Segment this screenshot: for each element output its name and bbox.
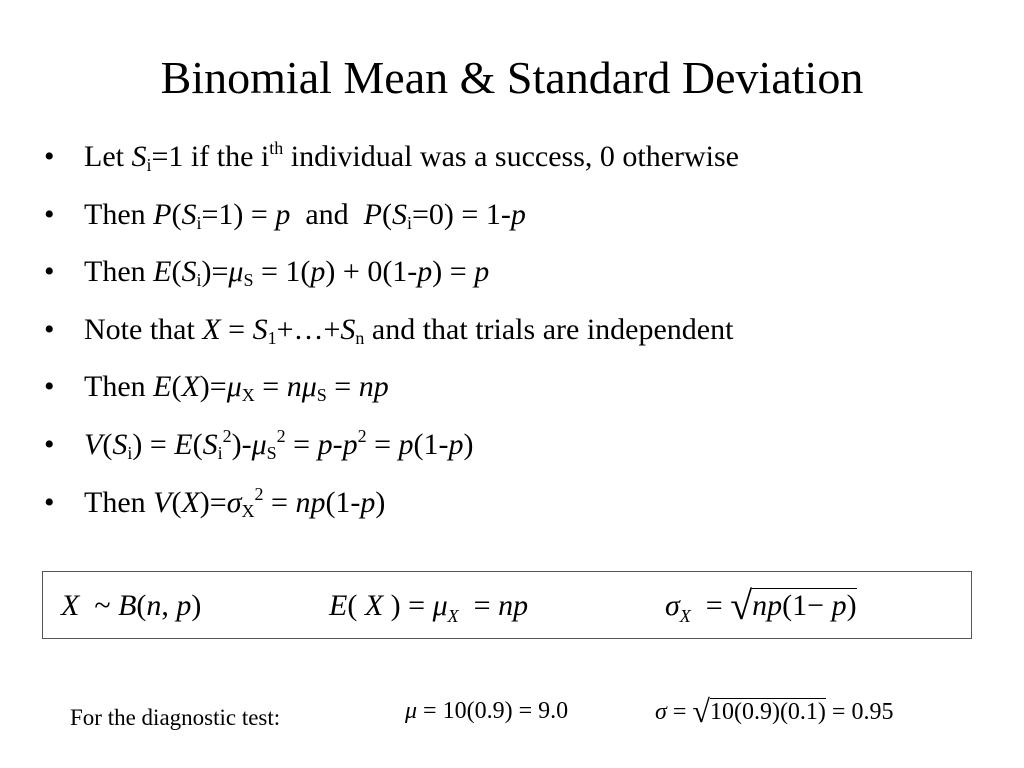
bullet-item-7 [44,485,1014,521]
bullet-item-4 [44,312,1014,348]
bullet-item-5 [44,369,1014,405]
slide-title: Binomial Mean & Standard Deviation [160,52,864,103]
bullet-item-1 [44,139,1014,175]
distribution-formula: X ~ B(n, p) [61,589,202,622]
bullet-item-2 [44,197,1014,233]
bullet-marker: • [44,370,55,404]
bullet-text-3: Then $E(S_i)=\mu_S = 1(p) + 0(1-p) = p$ [84,255,490,291]
bullet-list [44,139,1014,542]
bullet-marker: • [44,312,55,346]
summary-formula-box [42,571,972,639]
bullet-text-6: $V(S_i) = E(S_i^2)-\mu_S^2 = p-p^2 = p(1-p)$ [84,425,474,463]
bullet-marker: • [44,140,55,173]
bullet-marker: • [44,427,55,461]
bullet-item-3 [44,254,1014,290]
bullet-item-6 [44,427,1014,463]
bullet-text-7: Then $V(X)=\sigma_X^2 = np(1-p)$ [84,483,386,521]
bullet-marker: • [44,255,55,289]
bullet-text-5: Then $E(X)=\mu_X = n\mu_S$ = np [84,370,389,406]
bullet-text-1: Let $S_i=1$ if the $i^{th}$ individual was a success, 0 otherwise [84,138,739,175]
diagnostic-sd-formula: σ = √10(0.9)(0.1) = 0.95 [655,693,894,729]
bullet-text-2: Then $P(S_i=1) = p$ and $P(S_i=0) = 1-p$ [84,197,526,233]
bullet-text-4: Note that $X = S_1+\dots+S_n$ and that trials are independent [84,312,734,348]
bullet-marker: • [44,485,55,519]
diagnostic-label: For the diagnostic test: [70,705,281,730]
bullet-marker: • [44,197,55,231]
mean-formula: E( X ) = $\mu_X$ = np [329,589,529,626]
sd-formula: $\sigma_X = √np(1- p)$ [665,583,857,628]
diagnostic-mean-formula: μ = 10(0.9) = 9.0 [405,698,569,724]
